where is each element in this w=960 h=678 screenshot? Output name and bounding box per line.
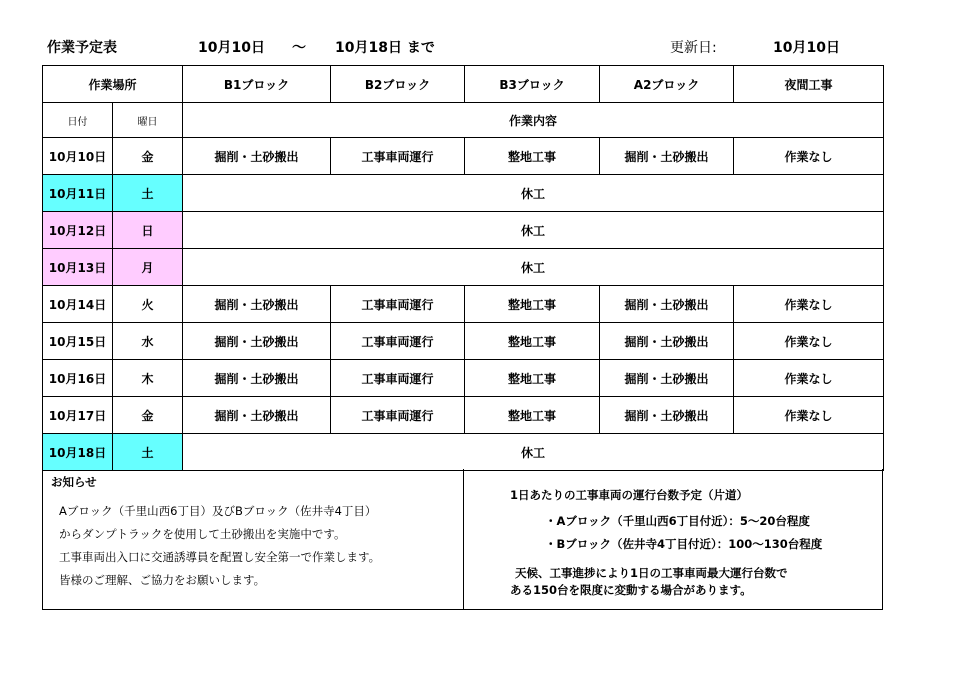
task-cell: 作業なし xyxy=(734,286,884,323)
update-label: 更新日: xyxy=(670,40,717,56)
task-cell: 作業なし xyxy=(734,138,884,175)
notice-line: Aブロック（千里山西6丁目）及びBブロック（佐井寺4丁目） xyxy=(59,504,377,518)
task-cell: 整地工事 xyxy=(465,360,600,397)
weekday-cell: 日 xyxy=(113,212,183,249)
weekday-cell: 金 xyxy=(113,397,183,434)
header-row-blocks xyxy=(43,66,884,103)
date-cell: 10月15日 xyxy=(43,323,113,360)
task-cell: 掘削・土砂搬出 xyxy=(183,397,331,434)
block-header: A2ブロック xyxy=(600,66,734,103)
closed-cell: 休工 xyxy=(183,249,884,286)
weekday-cell: 土 xyxy=(113,175,183,212)
traffic-item: ・Bブロック（佐井寺4丁目付近）：100～130台程度 xyxy=(545,537,823,551)
task-cell: 掘削・土砂搬出 xyxy=(183,360,331,397)
task-cell: 工事車両運行 xyxy=(331,360,465,397)
closed-cell: 休工 xyxy=(183,434,884,471)
block-header: B3ブロック xyxy=(465,66,600,103)
weekday-cell: 水 xyxy=(113,323,183,360)
traffic-note: ある150台を限度に変動する場合があります。 xyxy=(510,583,752,597)
task-cell: 工事車両運行 xyxy=(331,323,465,360)
date-cell: 10月18日 xyxy=(43,434,113,471)
closed-cell: 休工 xyxy=(183,175,884,212)
update-date: 10月10日 xyxy=(773,40,840,56)
header-row-content xyxy=(43,103,884,138)
location-header: 作業場所 xyxy=(43,66,183,103)
date-cell: 10月11日 xyxy=(43,175,113,212)
traffic-title: 1日あたりの工事車両の運行台数予定（片道） xyxy=(510,488,748,502)
table-row xyxy=(43,286,884,323)
table-row xyxy=(43,434,884,471)
task-cell: 工事車両運行 xyxy=(331,286,465,323)
table-row xyxy=(43,323,884,360)
period-end: 10月18日 まで xyxy=(335,40,435,56)
date-cell: 10月17日 xyxy=(43,397,113,434)
block-header: B2ブロック xyxy=(331,66,465,103)
table-row xyxy=(43,212,884,249)
block-header: 夜間工事 xyxy=(734,66,884,103)
period-tilde: ～ xyxy=(292,40,306,56)
task-cell: 掘削・土砂搬出 xyxy=(600,323,734,360)
task-cell: 工事車両運行 xyxy=(331,138,465,175)
period-start: 10月10日 xyxy=(198,40,265,56)
weekday-header: 曜日 xyxy=(113,103,183,138)
weekday-cell: 月 xyxy=(113,249,183,286)
notice-divider xyxy=(463,469,464,609)
task-cell: 整地工事 xyxy=(465,286,600,323)
weekday-cell: 火 xyxy=(113,286,183,323)
table-row xyxy=(43,138,884,175)
task-cell: 作業なし xyxy=(734,360,884,397)
table-row xyxy=(43,249,884,286)
task-cell: 整地工事 xyxy=(465,138,600,175)
traffic-item: ・Aブロック（千里山西6丁目付近）：5～20台程度 xyxy=(545,514,810,528)
notice-line: 工事車両出入口に交通誘導員を配置し安全第一で作業します。 xyxy=(59,550,381,564)
task-cell: 掘削・土砂搬出 xyxy=(600,360,734,397)
date-cell: 10月10日 xyxy=(43,138,113,175)
date-cell: 10月14日 xyxy=(43,286,113,323)
page-title: 作業予定表 xyxy=(47,40,117,56)
schedule-table xyxy=(42,65,884,471)
task-cell: 作業なし xyxy=(734,323,884,360)
task-cell: 工事車両運行 xyxy=(331,397,465,434)
content-header: 作業内容 xyxy=(183,103,884,138)
date-cell: 10月12日 xyxy=(43,212,113,249)
weekday-cell: 金 xyxy=(113,138,183,175)
date-cell: 10月13日 xyxy=(43,249,113,286)
notice-line: 皆様のご理解、ご協力をお願いします。 xyxy=(59,573,266,587)
task-cell: 掘削・土砂搬出 xyxy=(600,138,734,175)
task-cell: 掘削・土砂搬出 xyxy=(183,323,331,360)
notice-title: お知らせ xyxy=(51,475,97,489)
date-cell: 10月16日 xyxy=(43,360,113,397)
table-row xyxy=(43,175,884,212)
weekday-cell: 土 xyxy=(113,434,183,471)
task-cell: 掘削・土砂搬出 xyxy=(183,138,331,175)
table-row xyxy=(43,360,884,397)
block-header: B1ブロック xyxy=(183,66,331,103)
task-cell: 掘削・土砂搬出 xyxy=(600,397,734,434)
task-cell: 掘削・土砂搬出 xyxy=(600,286,734,323)
weekday-cell: 木 xyxy=(113,360,183,397)
closed-cell: 休工 xyxy=(183,212,884,249)
traffic-note: 天候、工事進捗により1日の工事車両最大運行台数で xyxy=(515,566,788,580)
notice-box xyxy=(42,469,883,610)
date-header: 日付 xyxy=(43,103,113,138)
task-cell: 掘削・土砂搬出 xyxy=(183,286,331,323)
task-cell: 作業なし xyxy=(734,397,884,434)
notice-line: からダンプトラックを使用して土砂搬出を実施中です。 xyxy=(59,527,346,541)
table-row xyxy=(43,397,884,434)
task-cell: 整地工事 xyxy=(465,323,600,360)
task-cell: 整地工事 xyxy=(465,397,600,434)
